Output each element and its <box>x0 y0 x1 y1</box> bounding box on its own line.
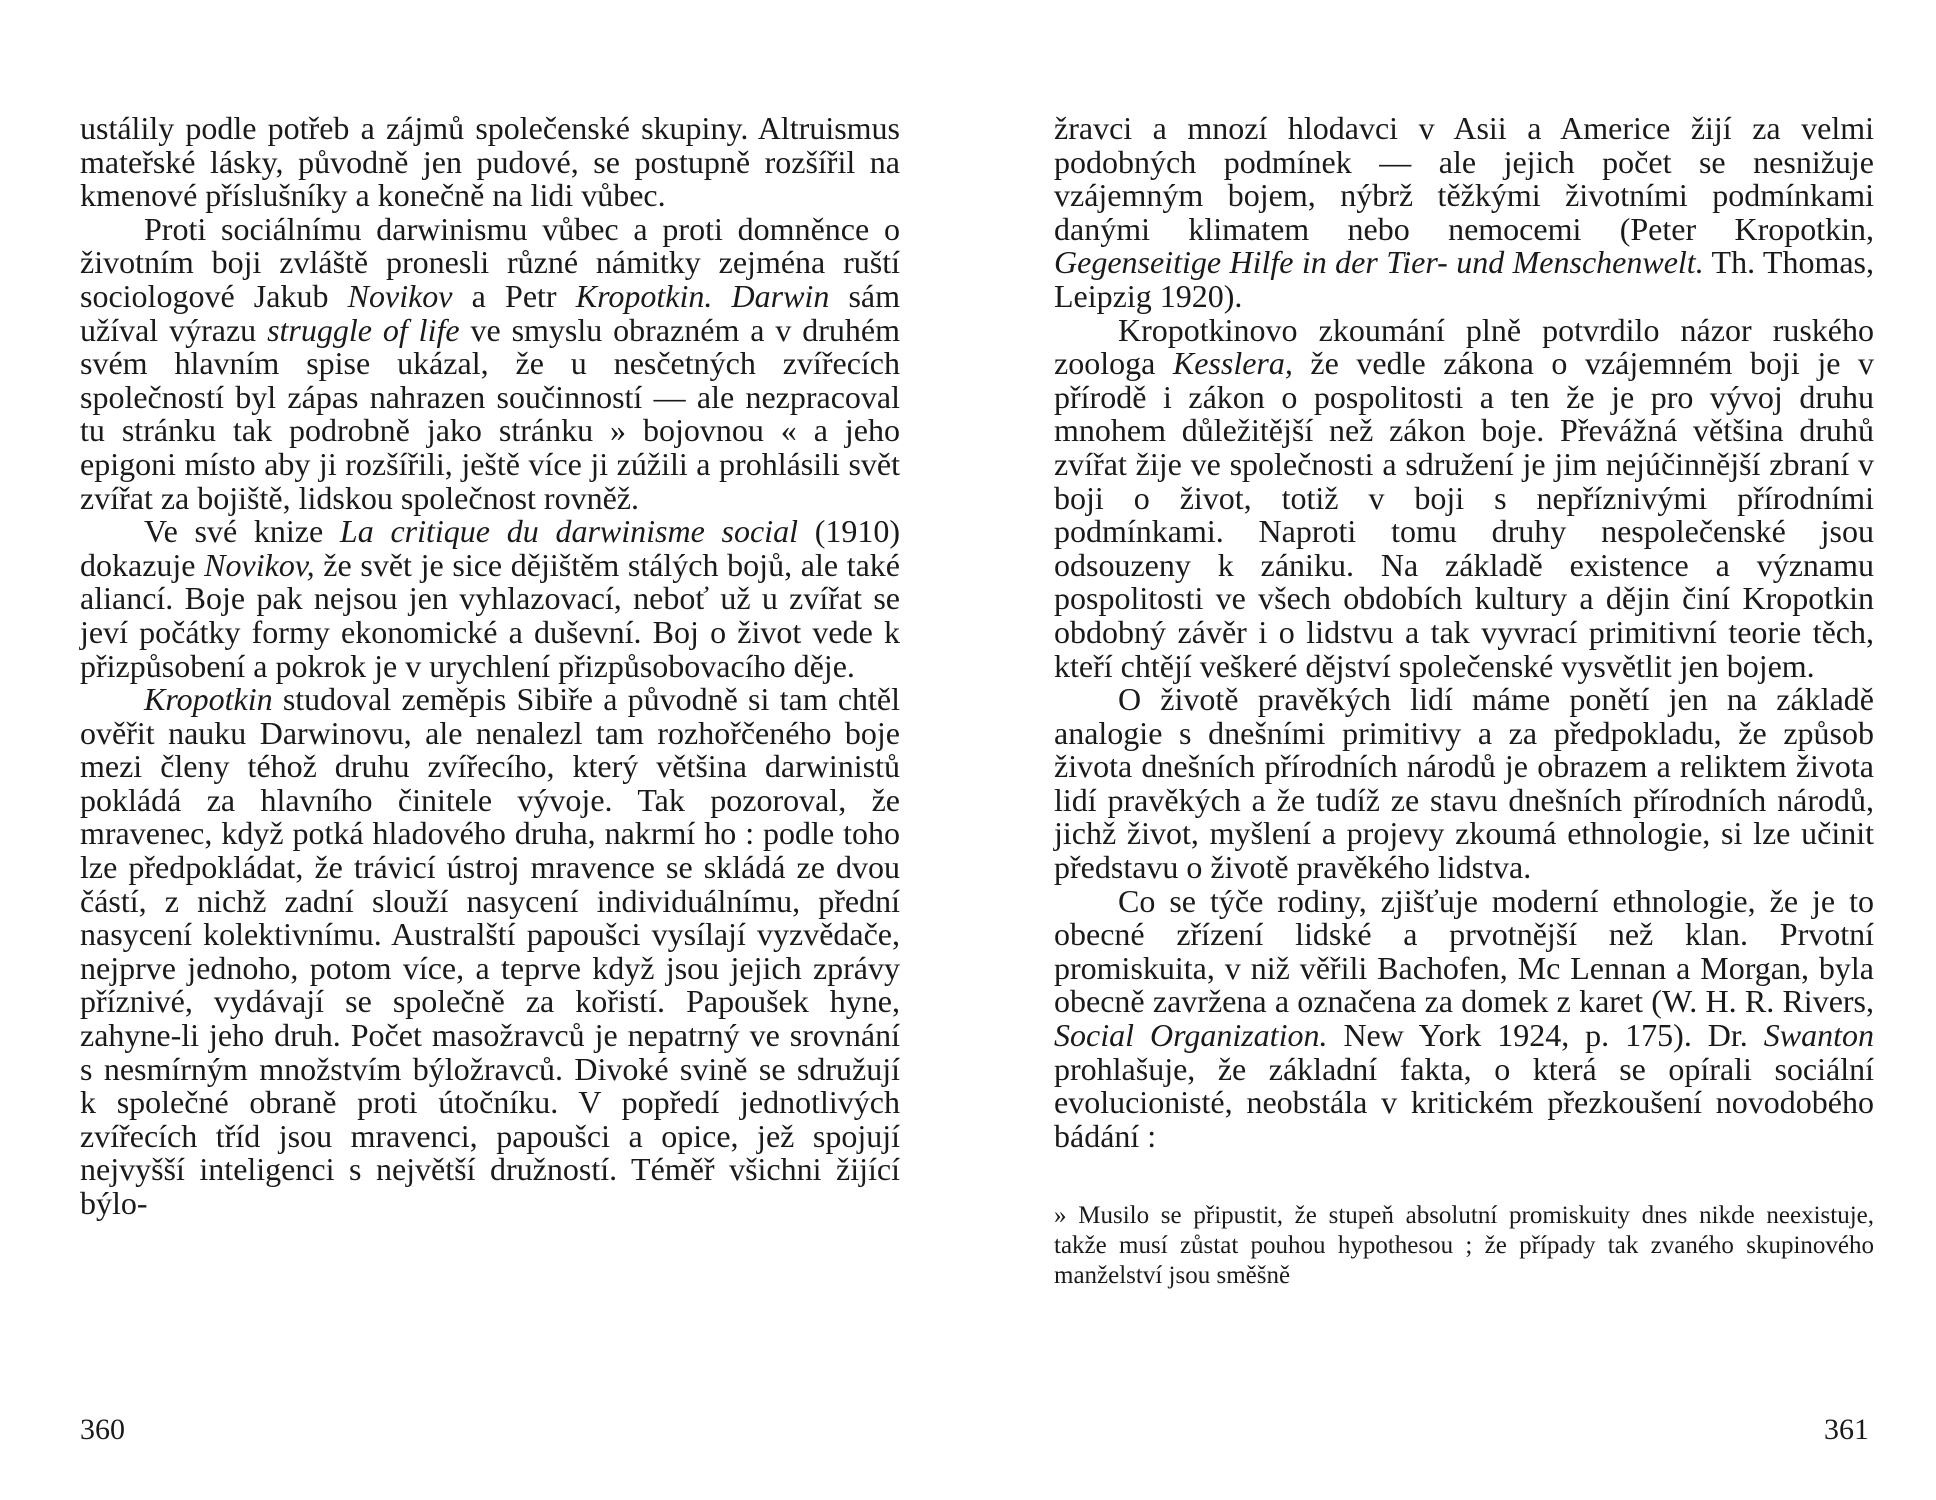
left-page <box>80 112 900 1221</box>
page-number-left: 360 <box>80 1413 125 1446</box>
paragraph: Kropotkinovo zkoumání plně potvrdilo názor ruského zoologa Kesslera, že vedle zákona o vzájemném boji je v přírodě i zákon o pospolitosti a ten že je pro vývoj druhu mnohem důležitější než zákon boje. Převážná většina druhů zvířat žije ve společnosti a sdružení je jim nejúčinnější zbraní v boji o život, totiž v boji s nepříznivými přírodními podmínkami. Naproti tomu druhy nespolečenské jsou odsouzeny k zániku. Na základě existence a významu pospolitosti ve všech obdobích kultury a dějin činí Kropotkin obdobný závěr i o lidstvu a tak vyvrací primitivní teorie těch, kteří chtějí veškeré dějství společenské vysvětlit jen bojem. <box>1054 311 1875 684</box>
block-quote: » Musilo se připustit, že stupeň absolutní promiskuity dnes nikde neexistuje, takže musí zůstat pouhou hypothesou ; že případy tak zvaného skupinového manželství jsou směšně <box>1054 1202 1874 1290</box>
right-page <box>1054 112 1874 1291</box>
page-number-right: 361 <box>1824 1413 1869 1446</box>
paragraph: Proti sociálnímu darwinismu vůbec a proti domněnce o životním boji zvláště pronesli různé námitky zejména ruští sociologové Jakub Novikov a Petr Kropotkin. Darwin sám užíval výrazu struggle of life ve smyslu obrazném a v druhém svém hlavním spise ukázal, že u nesčetných zvířecích společností byl zápas nahrazen součinností — ale nezpracoval tu stránku tak podrobně jako stránku » bojovnou « a jeho epigoni místo aby ji rozšířili, ještě více ji zúžili a prohlásili svět zvířat za bojiště, lidskou společnost rovněž. <box>80 210 901 516</box>
paragraph: ustálily podle potřeb a zájmů společenské skupiny. Altruismus mateřské lásky, původně jen pudové, se postupně rozšířil na kmenové příslušníky a konečně na lidi vůbec. <box>80 110 900 214</box>
paragraph: O životě pravěkých lidí máme ponětí jen na základě analogie s dnešními primitivy a za předpokladu, že způsob života dnešních přírodních národů je obrazem a reliktem života lidí pravěkých a že tudíž ze stavu dnešních přírodních národů, jichž život, myšlení a projevy zkoumá ethnologie, si lze učinit představu o životě pravěkého lidstva. <box>1054 681 1874 886</box>
paragraph: žravci a mnozí hlodavci v Asii a Americe žijí za velmi podobných podmínek — ale jejich počet se nesnižuje vzájemným bojem, nýbrž těžkými životními podmínkami danými klimatem nebo nemocemi (Peter Kropotkin, Gegenseitige Hilfe in der Tier- und Menschenwelt. Th. Thomas, Leipzig 1920). <box>1054 110 1875 314</box>
paragraph: Co se týče rodiny, zjišťuje moderní ethnologie, že je to obecné zřízení lidské a prvotnější než klan. Prvotní promiskuita, v niž věřili Bachofen, Mc Lennan a Morgan, byla obecně zavržena a označena za domek z karet (W. H. R. Rivers, Social Organization. New York 1924, p. 175). Dr. Swanton prohlašuje, že základní fakta, o která se opírali sociální evolucionisté, neobstála v kritickém přezkoušení novodobého bádání : <box>1054 882 1875 1154</box>
paragraph: Kropotkin studoval zeměpis Sibiře a původně si tam chtěl ověřit nauku Darwinovu, ale nenalezl tam rozhořčeného boje mezi členy téhož druhu zvířecího, který většina darwinistů pokládá za hlavního činitele vývoje. Tak pozoroval, že mravenec, když potká hladového druha, nakrmí ho : podle toho lze předpokládat, že trávicí ústroj mravence se skládá ze dvou částí, z nichž zadní slouží nasycení individuálnímu, přední nasycení kolektivnímu. Australští papoušci vysílají vyzvědače, nejprve jednoho, potom více, a teprve když jsou jejich zprávy příznivé, vydávají se společně za kořistí. Papoušek hyne, zahyne-li jeho druh. Počet masožravců je nepatrný ve srovnání s nesmírným množstvím býložravců. Divoké svině se sdružují k společné obraně proti útočníku. V popředí jednotlivých zvířecích tříd jsou mravenci, papoušci a opice, jež spojují nejvyšší inteligenci s největší družností. Téměř všichni žijící býlo- <box>80 681 900 1221</box>
left-page-text <box>80 112 900 1221</box>
right-page-text <box>1054 112 1874 1153</box>
paragraph: Ve své knize La critique du darwinisme social (1910) dokazuje Novikov, že svět je sice dějištěm stálých bojů, ale také aliancí. Boje pak nejsou jen vyhlazovací, neboť už u zvířat se jeví počátky formy ekonomické a duševní. Boj o život vede k přizpůsobení a pokrok je v urychlení přizpůsobovacího děje. <box>80 513 901 684</box>
